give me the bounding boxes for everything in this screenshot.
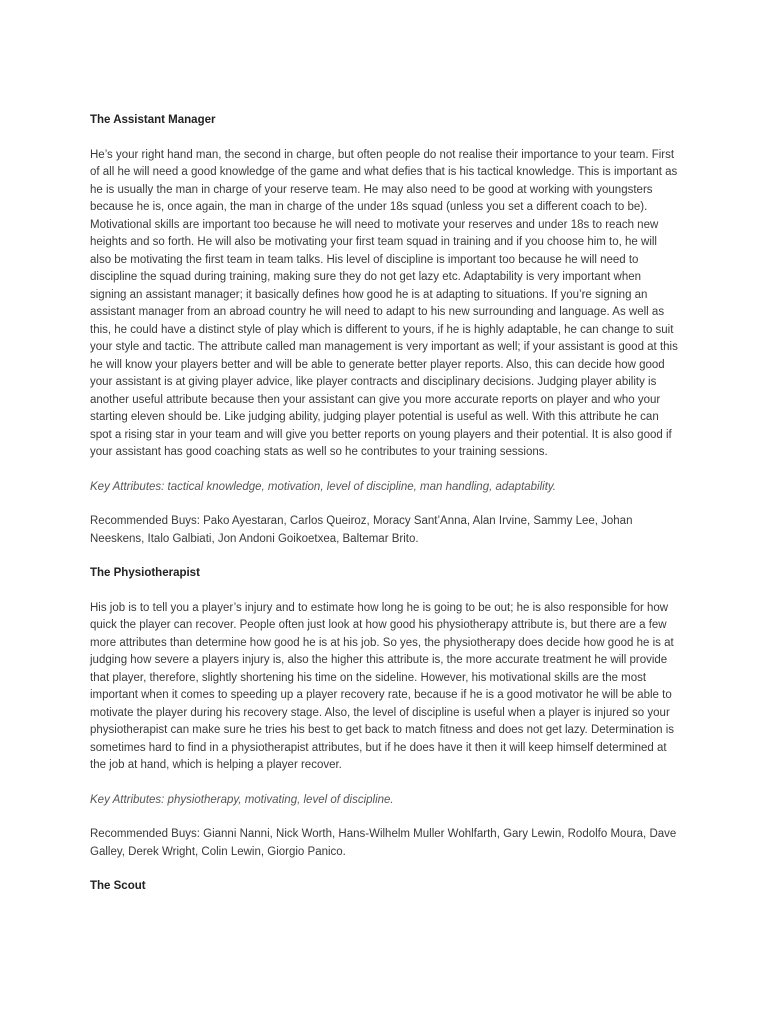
section-heading-scout: The Scout (90, 880, 146, 892)
key-attributes-physiotherapist: Key Attributes: physiotherapy, motivating, level of discipline. (90, 793, 394, 806)
section-body-assistant-manager: He’s your right hand man, the second in charge, but often people do not realise their importance to your team. First of all he will need a good knowledge of the game and what defies that is his tactical knowledge. This is important as he is usually the man in charge of your reserve team. He may also need to be good at working with youngsters because he is, once again, the man in charge of the under 18s squad (unless you set a different coach to be). Motivational skills are important too because he will need to motivate your reserves and under 18s to reach new heights and so forth. He will also be motivating your first team squad in training and if you choose him to, he will also be motivating the first team in team talks. His level of discipline is important too because he will need to discipline the squad during training, making sure they do not get lazy etc. Adaptability is very important when signing an assistant manager; it basically defines how good he is at adapting to situations. If you’re signing an assistant manager from an abroad country he will need to adapt to his new surrounding and language. As well as this, he could have a distinct style of play which is different to yours, if he is highly adaptable, he can change to suit your style and tactic. The attribute called man management is very important as well; if your assistant is good at this he will know your players better and will be able to generate better player reports. Also, this can decide how good your assistant is at giving player advice, like player contracts and disciplinary decisions. Judging player ability is another useful attribute because then your assistant can give you more accurate reports on player and who your starting eleven should be. Like judging ability, judging player potential is useful as well. With this attribute he can spot a rising star in your team and will give you better reports on young players and their potential. It is also good if your assistant has good coaching stats as well so he contributes to your training sessions. (90, 148, 678, 458)
document-page (90, 112, 680, 913)
recommended-buys-assistant-manager: Recommended Buys: Pako Ayestaran, Carlos Queiroz, Moracy Sant’Anna, Alan Irvine, Sammy Lee, Johan Neeskens, Italo Galbiati, Jon Andoni Goikoetxea, Baltemar Brito. (90, 515, 633, 545)
key-attributes-assistant-manager: Key Attributes: tactical knowledge, motivation, level of discipline, man handling, adaptability. (90, 480, 557, 493)
section-body-physiotherapist: His job is to tell you a player’s injury and to estimate how long he is going to be out; he is also responsible for how quick the player can recover. People often just look at how good his physiotherapy attribute is, but there are a few more attributes than determine how good he is at his job. So yes, the physiotherapy does decide how good he is at judging how severe a players injury is, also the higher this attribute is, the more accurate treatment he will provide that player, therefore, slightly shortening his time on the sideline. However, his motivational skills are the most important when it comes to speeding up a player recovery rate, because if he is a good motivator he will be able to motivate the player during his recovery stage. Also, the level of discipline is useful when a player is injured so your physiotherapist can make sure he tries his best to get back to match fitness and does not get lazy. Determination is sometimes hard to find in a physiotherapist attributes, but if he does have it then it will keep himself determined at the job at hand, which is helping a player recover. (90, 601, 675, 771)
recommended-buys-physiotherapist: Recommended Buys: Gianni Nanni, Nick Worth, Hans-Wilhelm Muller Wohlfarth, Gary Lewin, Rodolfo Moura, Dave Galley, Derek Wright, Colin Lewin, Giorgio Panico. (90, 828, 677, 858)
section-heading-assistant-manager: The Assistant Manager (90, 114, 216, 126)
section-heading-physiotherapist: The Physiotherapist (90, 567, 200, 579)
